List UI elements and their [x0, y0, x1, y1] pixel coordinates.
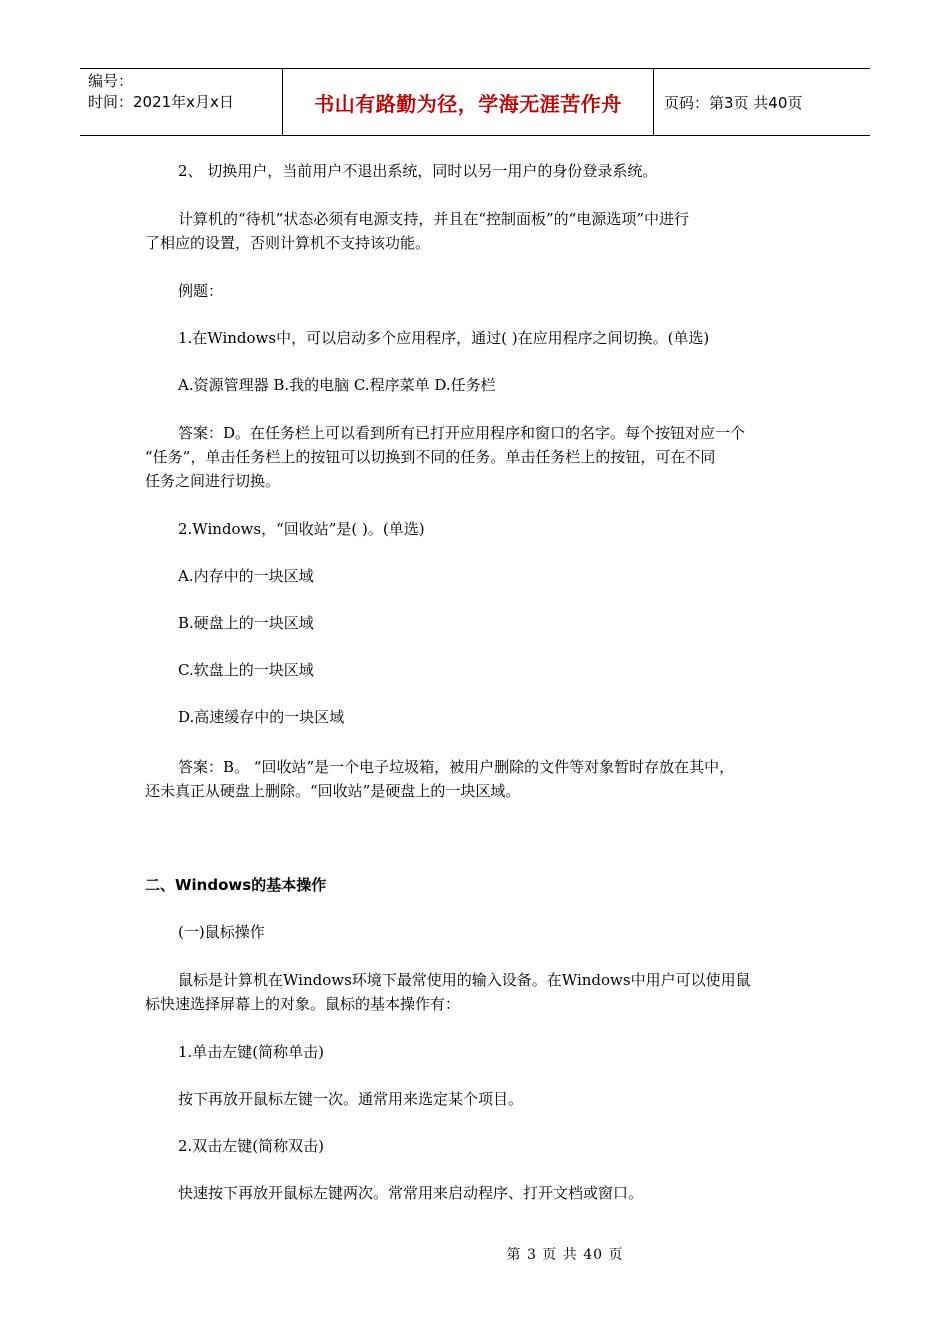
- subsection-heading: (一)鼠标操作: [178, 923, 265, 941]
- question-2-option-b: B.硬盘上的一块区域: [178, 614, 314, 632]
- paragraph-switch-user: 2、 切换用户，当前用户不退出系统，同时以另一用户的身份登录系统。: [178, 162, 658, 180]
- page-header: [80, 68, 870, 136]
- question-1-options: A.资源管理器 B.我的电脑 C.程序菜单 D.任务栏: [178, 376, 496, 394]
- question-1: 1.在Windows中，可以启动多个应用程序，通过( )在应用程序之间切换。(单选): [178, 329, 710, 347]
- paragraph-standby-line1: 计算机的“待机”状态必须有电源支持，并且在“控制面板”的“电源选项”中进行: [178, 210, 690, 228]
- paragraph-single-click: 按下再放开鼠标左键一次。通常用来选定某个项目。: [178, 1090, 524, 1108]
- answer-2-line2: 还未真正从硬盘上删除。“回收站”是硬盘上的一块区域。: [145, 782, 521, 800]
- paragraph-double-click: 快速按下再放开鼠标左键两次。常常用来启动程序、打开文档或窗口。: [178, 1184, 644, 1202]
- question-2-option-d: D.高速缓存中的一块区域: [178, 708, 345, 726]
- question-2: 2.Windows，“回收站”是( )。(单选): [178, 520, 425, 538]
- page-footer: [0, 1244, 950, 1264]
- answer-1-line1: 答案：D。在任务栏上可以看到所有已打开应用程序和窗口的名字。每个按钮对应一个: [178, 424, 746, 442]
- paragraph-mouse-line2: 标快速选择屏幕上的对象。鼠标的基本操作有：: [145, 995, 461, 1013]
- question-2-option-c: C.软盘上的一块区域: [178, 661, 314, 679]
- item-single-click: 1.单击左键(简称单击): [178, 1043, 325, 1061]
- footer-page-number: 第 3 页 共 40 页: [506, 1247, 624, 1263]
- section-heading: 二、Windows的基本操作: [145, 876, 327, 894]
- header-page-info: 页码：第3页 共40页: [664, 93, 803, 112]
- header-motto: 书山有路勤为径，学海无涯苦作舟: [282, 69, 654, 135]
- answer-1-line2: “任务”，单击任务栏上的按钮可以切换到不同的任务。单击任务栏上的按钮，可在不同: [145, 448, 716, 466]
- paragraph-example-label: 例题：: [178, 282, 224, 300]
- item-double-click: 2.双击左键(简称双击): [178, 1137, 325, 1155]
- question-2-option-a: A.内存中的一块区域: [178, 567, 314, 585]
- header-meta: [80, 69, 282, 135]
- paragraph-mouse-line1: 鼠标是计算机在Windows环境下最常使用的输入设备。在Windows中用户可以使用鼠: [178, 971, 751, 989]
- paragraph-standby-line2: 了相应的设置，否则计算机不支持该功能。: [145, 234, 431, 252]
- document-number-label: 编号：: [88, 72, 134, 90]
- answer-2-line1: 答案：B。 “回收站”是一个电子垃圾箱，被用户删除的文件等对象暂时存放在其中，: [178, 758, 735, 776]
- answer-1-line3: 任务之间进行切换。: [145, 472, 281, 490]
- document-time-label: 时间：2021年x月x日: [88, 93, 234, 111]
